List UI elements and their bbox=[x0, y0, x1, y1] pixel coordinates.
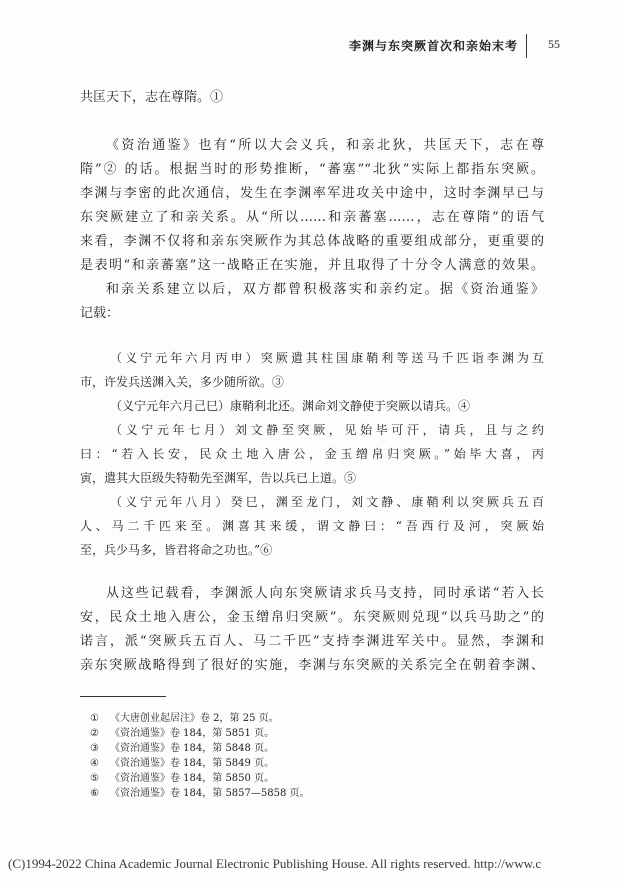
text-line: 来看，李渊不仅将和亲东突厥作为其总体战略的重要组成部分，更重要的 bbox=[80, 234, 544, 249]
text-line: 隋”② 的话。根据当时的形势推断，“蕃塞”“北狄”实际上都指东突厥。 bbox=[80, 162, 544, 177]
quote-line: （义宁元年六月己巳）康鞘利北还。渊命刘文静使于突厥以请兵。④ bbox=[110, 399, 471, 413]
footnote-mark: ① bbox=[90, 713, 99, 724]
running-title: 李渊与东突厥首次和亲始末考 bbox=[348, 39, 518, 53]
footnote bbox=[80, 726, 544, 741]
footnote-text: 《资治通鉴》卷 184，第 5857—5858 页。 bbox=[110, 788, 310, 799]
footnote bbox=[80, 756, 544, 771]
paragraph-heqin bbox=[80, 278, 544, 326]
footnote bbox=[80, 786, 544, 801]
quote-line: 市，许发兵送渊入关，多少随所欲。③ bbox=[80, 375, 285, 389]
text-line: 和亲关系建立以后，双方都曾积极落实和亲约定。据《资治通鉴》 bbox=[106, 282, 544, 297]
text-line: 亲东突厥战略得到了很好的实施，李渊与东突厥的关系完全在朝着李渊、 bbox=[80, 658, 544, 673]
footnotes bbox=[80, 711, 544, 801]
text-line: 东突厥建立了和亲关系。从“所以……和亲蕃塞……，志在尊隋”的语气 bbox=[80, 210, 544, 225]
text-line: 《资治通鉴》也有“所以大会义兵，和亲北狄，共匡天下，志在尊 bbox=[106, 138, 544, 153]
quote-line: （义宁元年八月）癸巳，渊至龙门，刘文静、康鞘利以突厥兵五百 bbox=[110, 495, 544, 509]
footnote-text: 《资治通鉴》卷 184，第 5848 页。 bbox=[110, 743, 275, 754]
footnote-text: 《资治通鉴》卷 184，第 5851 页。 bbox=[110, 728, 275, 739]
text-line: 是表明“和亲蕃塞”这一战略正在实施，并且取得了十分令人满意的效果。 bbox=[80, 258, 544, 273]
block-quote bbox=[80, 346, 544, 562]
footnote bbox=[80, 711, 544, 726]
quote-line: 曰：“若入长安，民众土地入唐公，金玉缯帛归突厥。”始毕大喜，丙 bbox=[80, 447, 544, 461]
footnote-divider bbox=[80, 696, 166, 697]
text-line: 记载： bbox=[80, 306, 120, 321]
footnote-mark: ② bbox=[90, 728, 99, 739]
text-line: 共匡天下，志在尊隋。① bbox=[80, 90, 224, 105]
paragraph-tongjian bbox=[80, 134, 544, 278]
page-number: 55 bbox=[548, 37, 560, 51]
footnote-mark: ⑥ bbox=[90, 788, 99, 799]
quote-line: （义宁元年六月丙申）突厥遣其柱国康鞘利等送马千匹诣李渊为互 bbox=[110, 351, 544, 365]
header-divider bbox=[526, 34, 527, 58]
quote-line: 至，兵少马多，皆君将命之功也。”⑥ bbox=[80, 543, 273, 557]
running-header bbox=[0, 34, 560, 60]
footnote-text: 《资治通鉴》卷 184，第 5850 页。 bbox=[110, 773, 275, 784]
text-line: 诺言，派“突厥兵五百人、马二千匹”支持李渊进军关中。显然，李渊和 bbox=[80, 634, 544, 649]
quote-line: 寅，遣其大臣级失特勒先至渊军，告以兵已上道。⑤ bbox=[80, 471, 357, 485]
footnote-text: 《资治通鉴》卷 184，第 5849 页。 bbox=[110, 758, 275, 769]
text-line: 李渊与李密的此次通信，发生在李渊率军进攻关中途中，这时李渊早已与 bbox=[80, 186, 544, 201]
footnote-mark: ④ bbox=[90, 758, 99, 769]
footnote bbox=[80, 741, 544, 756]
footnote bbox=[80, 771, 544, 786]
footnote-text: 《大唐创业起居注》卷 2，第 25 页。 bbox=[110, 713, 279, 724]
article-body bbox=[80, 86, 544, 801]
footnote-mark: ⑤ bbox=[90, 773, 99, 784]
footnote-mark: ③ bbox=[90, 743, 99, 754]
copyright-notice: (C)1994-2022 China Academic Journal Electronic Publishing House. All rights reserved. http://www.c bbox=[8, 856, 542, 871]
paragraph-conclusion bbox=[80, 582, 544, 678]
text-line: 从这些记载看，李渊派人向东突厥请求兵马支持，同时承诺“若入长 bbox=[106, 586, 544, 601]
text-line: 安，民众土地入唐公，金玉缯帛归突厥”。东突厥则兑现“以兵马助之”的 bbox=[80, 610, 544, 625]
quote-line: 人、马二千匹来至。渊喜其来缓，谓文静曰：“吾西行及河，突厥始 bbox=[80, 519, 544, 533]
quote-line: （义宁元年七月）刘文静至突厥，见始毕可汗，请兵，且与之约 bbox=[110, 423, 544, 437]
